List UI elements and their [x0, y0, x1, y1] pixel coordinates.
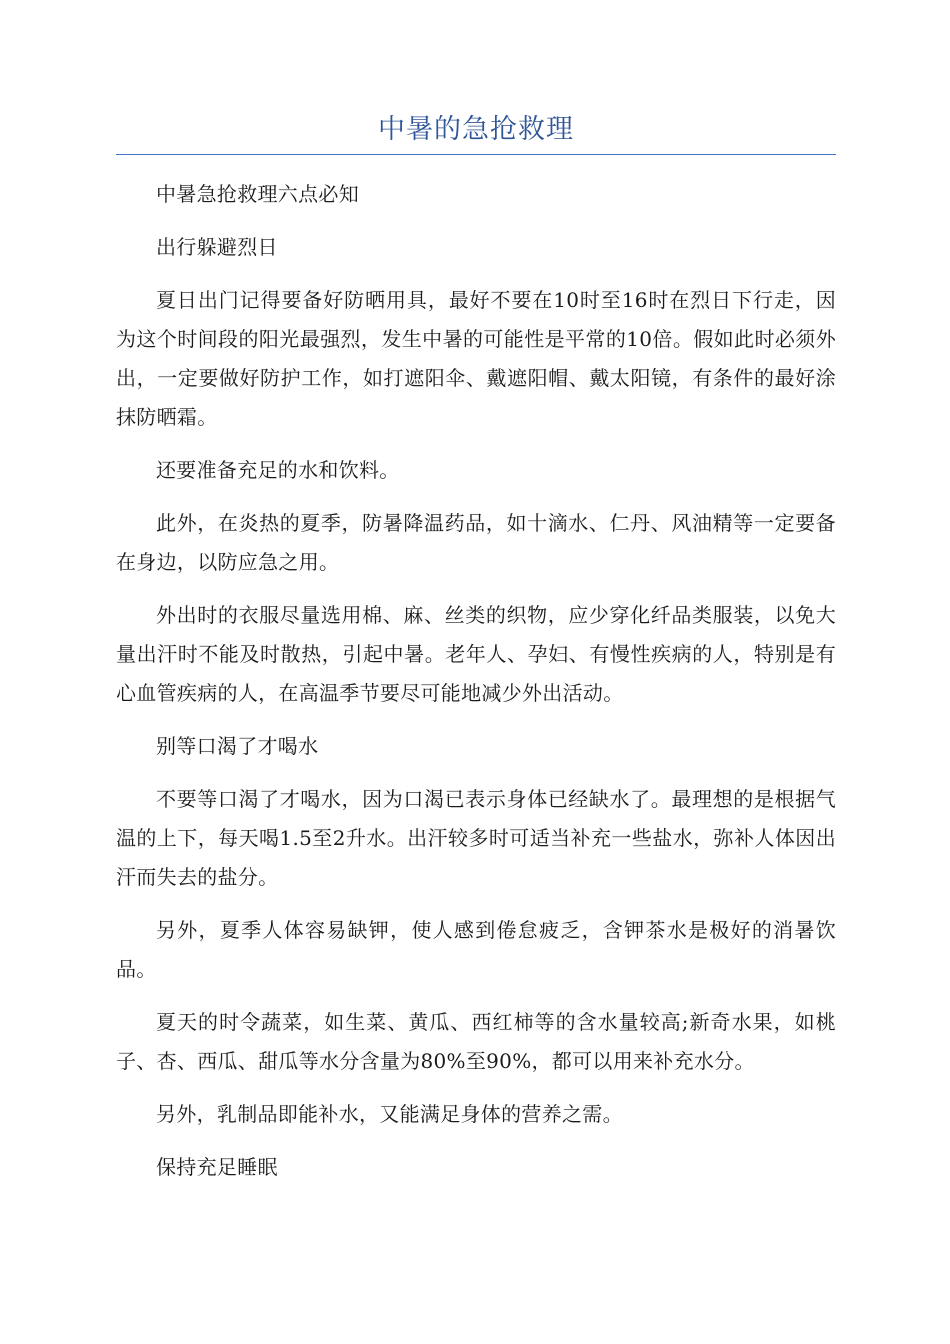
paragraph: 保持充足睡眠 [156, 1155, 278, 1179]
paragraph: 还要准备充足的水和饮料。 [156, 458, 400, 482]
paragraph: 夏天的时令蔬菜，如生菜、黄瓜、西红柿等的含水量较高;新奇水果，如桃子、杏、西瓜、甜瓜等水分含量为80%至90%，都可以用来补充水分。 [116, 1010, 836, 1073]
paragraph: 外出时的衣服尽量选用棉、麻、丝类的织物，应少穿化纤品类服装，以免大量出汗时不能及时散热，引起中暑。老年人、孕妇、有慢性疾病的人，特别是有心血管疾病的人，在高温季节要尽可能地减少外出活动。 [116, 603, 836, 705]
paragraph: 出行躲避烈日 [156, 235, 278, 259]
paragraph: 别等口渴了才喝水 [156, 734, 319, 758]
document-title: 中暑的急抢救理 [378, 114, 574, 145]
paragraph: 此外，在炎热的夏季，防暑降温药品，如十滴水、仁丹、风油精等一定要备在身边，以防应急之用。 [116, 511, 836, 574]
title-underline [116, 154, 836, 155]
paragraph: 另外，乳制品即能补水，又能满足身体的营养之需。 [156, 1102, 623, 1126]
paragraph: 不要等口渴了才喝水，因为口渴已表示身体已经缺水了。最理想的是根据气温的上下，每天喝1.5至2升水。出汗较多时可适当补充一些盐水，弥补人体因出汗而失去的盐分。 [116, 787, 836, 889]
paragraph: 中暑急抢救理六点必知 [156, 182, 359, 206]
paragraph: 另外，夏季人体容易缺钾，使人感到倦怠疲乏，含钾茶水是极好的消暑饮品。 [116, 918, 836, 981]
paragraph: 夏日出门记得要备好防晒用具，最好不要在10时至16时在烈日下行走，因为这个时间段的阳光最强烈，发生中暑的可能性是平常的10倍。假如此时必须外出，一定要做好防护工作，如打遮阳伞、戴遮阳帽、戴太阳镜，有条件的最好涂抹防晒霜。 [116, 288, 836, 429]
document-page [116, 110, 836, 1201]
